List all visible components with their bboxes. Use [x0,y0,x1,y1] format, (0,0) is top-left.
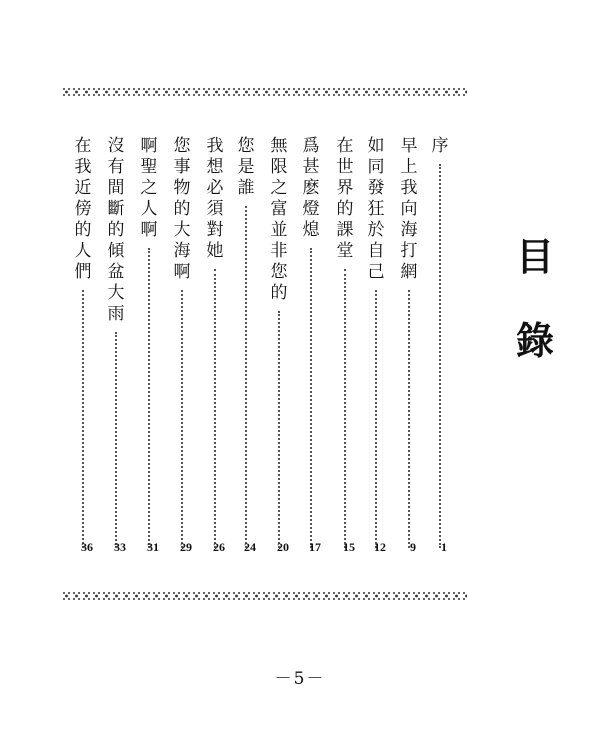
page-number: 24 [244,540,256,554]
entry-title: 您是誰 [237,136,255,198]
entry-title: 序 [431,136,449,156]
entry-title: 啊聖之人啊 [140,136,158,240]
dot-leader [115,332,117,548]
entry-title: 早上我向海打網 [400,136,418,282]
top-ornamental-border [62,84,467,98]
entry-title: 我想必須對她 [206,136,224,261]
ornament-pattern-bottom [62,589,467,602]
toc-entry[interactable] [71,136,95,556]
page-number: 1 [441,540,447,554]
entry-title: 您事物的大海啊 [173,136,191,282]
toc-entry[interactable] [104,136,128,556]
dot-leader [439,164,441,548]
toc-entry[interactable] [267,136,291,556]
entry-title: 沒有間斷的傾盆大雨 [107,136,125,324]
folio-page-number: －5－ [274,669,326,689]
page-number: 29 [180,540,192,554]
toc-entry[interactable] [397,136,421,556]
dot-leader [214,269,216,548]
toc-entry[interactable] [428,136,452,556]
dot-leader [82,290,84,548]
entry-title: 在我近傍的人們 [74,136,92,282]
dot-leader [278,311,280,548]
entry-title: 爲甚麽燈熄 [302,136,320,240]
page-number: 20 [277,540,289,554]
bottom-ornamental-border [62,588,467,602]
dot-leader [344,269,346,548]
dot-leader [408,290,410,548]
page-number: 33 [114,540,126,554]
toc-entry[interactable] [299,136,323,556]
heading-char-mu: 目 [516,234,555,279]
dot-leader [181,290,183,548]
toc-entry[interactable] [203,136,227,556]
toc-entry[interactable] [364,136,388,556]
toc-entry[interactable] [234,136,258,556]
dot-leader [310,248,312,548]
toc-entry[interactable] [333,136,357,556]
heading-char-lu: 錄 [516,318,555,363]
page-number: 9 [410,540,416,554]
page-number: 15 [343,540,355,554]
page-number: 26 [213,540,225,554]
page-number: 17 [309,540,321,554]
toc-entry[interactable] [170,136,194,556]
dot-leader [245,206,247,548]
page-number: 36 [81,540,93,554]
ornament-pattern-top [62,85,467,98]
toc-entry[interactable] [137,136,161,556]
entry-title: 如同發狂於自己 [367,136,385,282]
entry-title: 無限之富並非您的 [270,136,288,303]
page-number: 12 [374,540,386,554]
entry-title: 在世界的課堂 [336,136,354,261]
dot-leader [148,248,150,548]
dot-leader [375,290,377,548]
page-number: 31 [147,540,159,554]
